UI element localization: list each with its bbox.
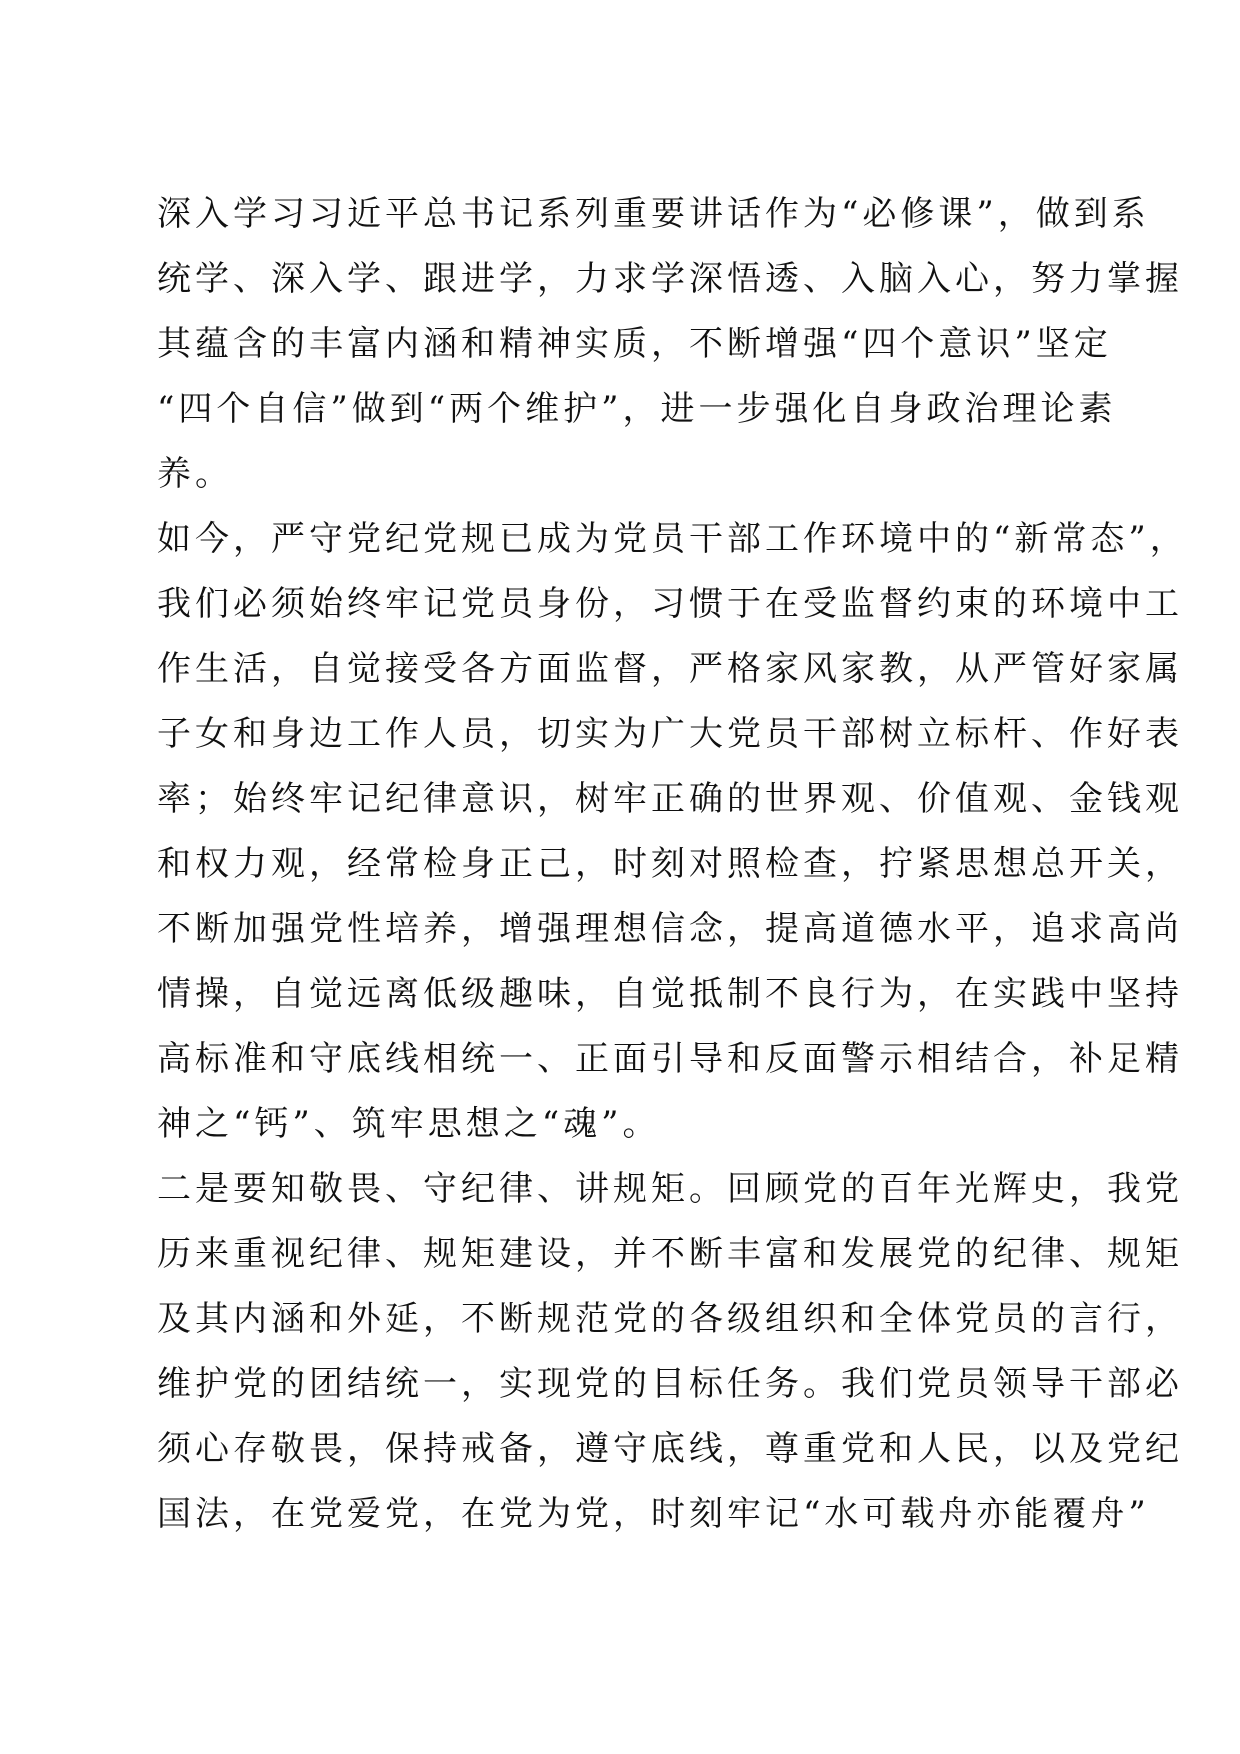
text-line: 及其内涵和外延，不断规范党的各级组织和全体党员的言行，	[157, 1299, 1183, 1339]
text-line: 其蕴含的丰富内涵和精神实质，不断增强“四个意识”坚定	[157, 324, 1112, 364]
text-line: 历来重视纪律、规矩建设，并不断丰富和发展党的纪律、规矩	[157, 1234, 1183, 1274]
text-line: 深入学习习近平总书记系列重要讲话作为“必修课”，做到系	[157, 194, 1150, 234]
text-line: 二是要知敬畏、守纪律、讲规矩。回顾党的百年光辉史，我党	[157, 1169, 1183, 1209]
text-line: 情操，自觉远离低级趣味，自觉抵制不良行为，在实践中坚持	[157, 974, 1183, 1014]
text-line: 高标准和守底线相统一、正面引导和反面警示相结合，补足精	[157, 1039, 1183, 1079]
text-line: 如今，严守党纪党规已成为党员干部工作环境中的“新常态”，	[157, 519, 1188, 559]
text-line: 和权力观，经常检身正己，时刻对照检查，拧紧思想总开关，	[157, 844, 1183, 884]
text-line: 率；始终牢记纪律意识，树牢正确的世界观、价值观、金钱观	[157, 779, 1183, 819]
text-line: 统学、深入学、跟进学，力求学深悟透、入脑入心，努力掌握	[157, 259, 1183, 299]
document-body	[157, 182, 1188, 1547]
text-line: “四个自信”做到“两个维护”，进一步强化自身政治理论素	[157, 389, 1117, 429]
text-line: 维护党的团结统一，实现党的目标任务。我们党员领导干部必	[157, 1364, 1183, 1404]
text-line: 养。	[157, 454, 233, 494]
text-line: 我们必须始终牢记党员身份，习惯于在受监督约束的环境中工	[157, 584, 1183, 624]
text-line: 须心存敬畏，保持戒备，遵守底线，尊重党和人民，以及党纪	[157, 1429, 1183, 1469]
text-line: 国法，在党爱党，在党为党，时刻牢记“水可载舟亦能覆舟”	[157, 1494, 1150, 1534]
text-line: 子女和身边工作人员，切实为广大党员干部树立标杆、作好表	[157, 714, 1183, 754]
text-line: 作生活，自觉接受各方面监督，严格家风家教，从严管好家属	[157, 649, 1183, 689]
text-line: 神之“钙”、筑牢思想之“魂”。	[157, 1104, 661, 1144]
text-line: 不断加强党性培养，增强理想信念，提高道德水平，追求高尚	[157, 909, 1183, 949]
